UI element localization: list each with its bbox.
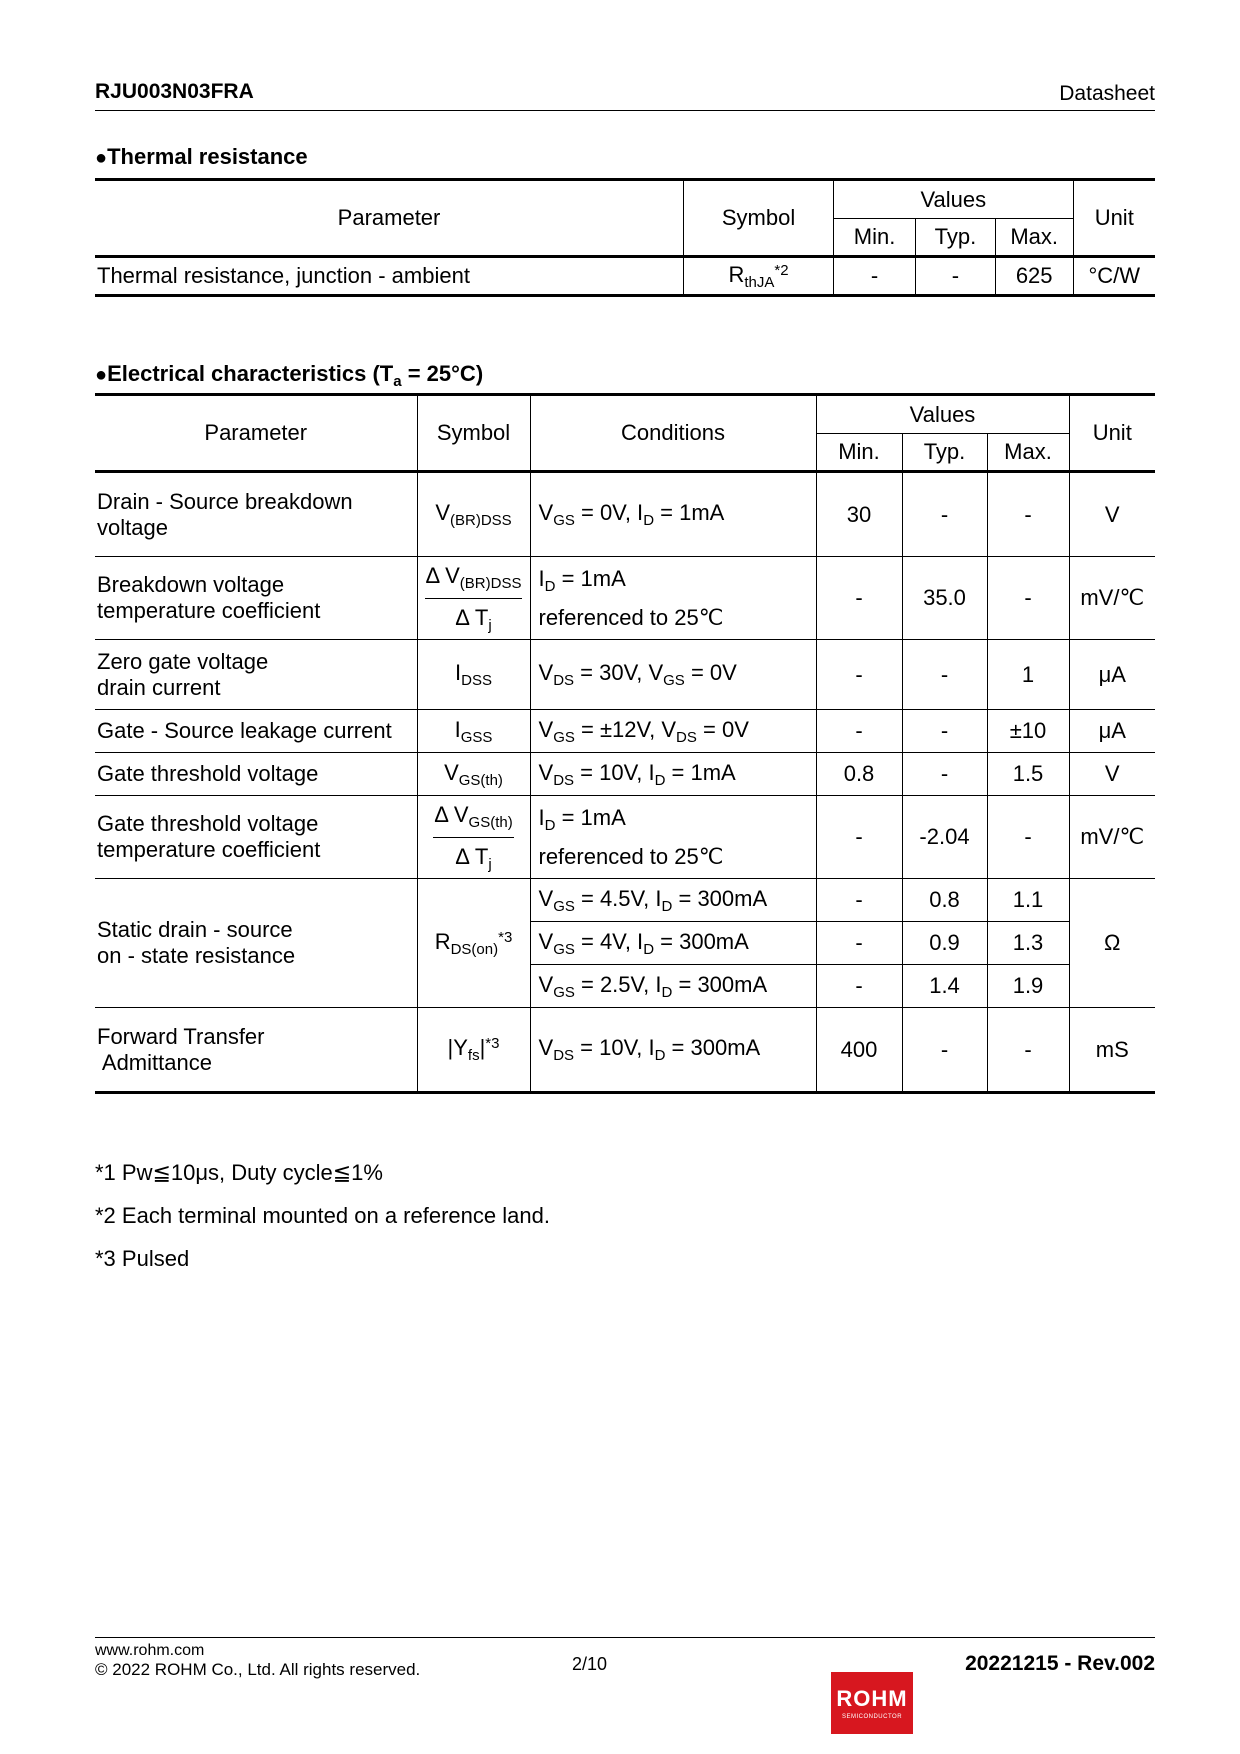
col-max: Max.: [995, 219, 1073, 257]
min-cell: -: [816, 922, 902, 965]
table-row: [95, 710, 1155, 753]
param-cell: Gate - Source leakage current: [95, 710, 417, 753]
symbol-cell: $V_{GS(th)}$: [417, 753, 530, 796]
col-max: Max.: [987, 434, 1069, 472]
part-number: RJU003N03FRA: [95, 80, 254, 103]
max-cell: 1.3: [987, 922, 1069, 965]
table-row: [95, 753, 1155, 796]
conditions-cell: $V_{GS} = 4.5V$, $I_D = 300mA$: [530, 879, 816, 922]
col-typ: Typ.: [902, 434, 987, 472]
min-cell: -: [834, 257, 916, 296]
unit-cell: Ω: [1069, 879, 1155, 1008]
footer-url[interactable]: www.rohm.com: [95, 1642, 205, 1659]
symbol-cell: $|Y_{fs}|^{*3}$: [417, 1008, 530, 1093]
col-values: Values: [816, 395, 1069, 434]
max-cell: 625: [995, 257, 1073, 296]
unit-cell: μA: [1069, 710, 1155, 753]
param-cell: Static drain - source on - state resistance: [95, 879, 417, 1008]
typ-cell: 1.4: [902, 965, 987, 1008]
max-cell: 1.5: [987, 753, 1069, 796]
col-parameter: Parameter: [95, 395, 417, 472]
thermal-table: [95, 178, 1155, 297]
col-typ: Typ.: [916, 219, 996, 257]
min-cell: -: [816, 879, 902, 922]
param-cell: Zero gate voltage drain current: [95, 640, 417, 710]
param-cell: Forward Transfer Admittance: [97, 1023, 265, 1075]
max-cell: -: [987, 472, 1069, 557]
table-row: [95, 640, 1155, 710]
col-symbol: Symbol: [684, 180, 834, 257]
conditions-cell: $V_{GS} = 0V$, $I_D = 1mA$: [530, 472, 816, 557]
conditions-cell: $I_D = 1mA$ referenced to 25℃: [530, 796, 816, 879]
max-cell: -: [987, 557, 1069, 640]
max-cell: -: [987, 1008, 1069, 1093]
conditions-cell: $V_{DS} = 30V$, $V_{GS} = 0V$: [530, 640, 816, 710]
symbol-cell: $\frac{\Delta V_{GS(th)}}{\Delta T_j}$: [417, 796, 530, 879]
table-row: [95, 257, 1155, 296]
min-cell: -: [816, 796, 902, 879]
table-row: [95, 1008, 1155, 1093]
table-row: [95, 796, 1155, 879]
revision: 20221215 - Rev.002: [965, 1652, 1155, 1675]
table-row: [95, 557, 1155, 640]
min-cell: -: [816, 965, 902, 1008]
doc-type: Datasheet: [1059, 82, 1155, 105]
unit-cell: V: [1069, 753, 1155, 796]
unit-cell: V: [1069, 472, 1155, 557]
unit-cell: μA: [1069, 640, 1155, 710]
footnote-2: *2 Each terminal mounted on a reference land.: [95, 1203, 550, 1228]
thermal-header-row: [95, 180, 1155, 219]
max-cell: -: [987, 796, 1069, 879]
min-cell: -: [816, 710, 902, 753]
typ-cell: -: [902, 472, 987, 557]
rohm-logo: ROHM SEMICONDUCTOR: [831, 1672, 913, 1734]
typ-cell: -: [916, 257, 996, 296]
footnote-3: *3 Pulsed: [95, 1246, 190, 1271]
unit-cell: mV/℃: [1069, 557, 1155, 640]
symbol-cell: $R_{DS(on)}^{*3}$: [417, 879, 530, 1008]
typ-cell: -: [902, 710, 987, 753]
typ-cell: -: [902, 1008, 987, 1093]
col-parameter: Parameter: [95, 180, 684, 257]
conditions-cell: $V_{DS} = 10V$, $I_D = 1mA$: [530, 753, 816, 796]
col-min: Min.: [816, 434, 902, 472]
footer-copyright: © 2022 ROHM Co., Ltd. All rights reserved.: [95, 1660, 421, 1679]
unit-cell: mV/℃: [1069, 796, 1155, 879]
typ-cell: -2.04: [902, 796, 987, 879]
symbol-cell: $I_{DSS}$: [417, 640, 530, 710]
electrical-section-title: ●Electrical characteristics $(T_a = 25^\circ C)$: [95, 361, 484, 390]
col-values: Values: [834, 180, 1073, 219]
col-unit: Unit: [1073, 180, 1155, 257]
param-cell: Gate threshold voltage: [95, 753, 417, 796]
symbol-cell: $R_{thJA}^{*2}$: [684, 257, 834, 296]
footnote-1: *1 Pw≦10μs, Duty cycle≦1%: [95, 1160, 383, 1185]
param-cell: Drain - Source breakdown voltage: [95, 472, 417, 557]
unit-cell: mS: [1069, 1008, 1155, 1093]
footnotes: [95, 1160, 550, 1289]
param-cell: Thermal resistance, junction - ambient: [97, 263, 470, 288]
bullet-icon: ●: [95, 147, 108, 169]
electrical-header-row: [95, 395, 1155, 434]
conditions-cell: $I_D = 1mA$ referenced to 25℃: [530, 557, 816, 640]
symbol-cell: $\frac{\Delta V_{(BR)DSS}}{\Delta T_j}$: [417, 557, 530, 640]
min-cell: -: [816, 557, 902, 640]
symbol-cell: $V_{(BR)DSS}$: [417, 472, 530, 557]
typ-cell: -: [902, 640, 987, 710]
col-symbol: Symbol: [417, 395, 530, 472]
symbol-cell: $I_{GSS}$: [417, 710, 530, 753]
max-cell: 1.9: [987, 965, 1069, 1008]
col-conditions: Conditions: [530, 395, 816, 472]
page-number: 2/10: [572, 1654, 608, 1674]
max-cell: ±10: [987, 710, 1069, 753]
bullet-icon: ●: [95, 364, 108, 386]
max-cell: 1.1: [987, 879, 1069, 922]
min-cell: -: [816, 640, 902, 710]
page-footer: [95, 1637, 1155, 1679]
table-row: [95, 879, 1155, 922]
typ-cell: 0.8: [902, 879, 987, 922]
param-cell: Breakdown voltage temperature coefficient: [95, 557, 417, 640]
col-unit: Unit: [1069, 395, 1155, 472]
col-min: Min.: [834, 219, 916, 257]
param-cell: Gate threshold voltage temperature coefficient: [95, 796, 417, 879]
min-cell: 400: [816, 1008, 902, 1093]
conditions-cell: $V_{DS} = 10V$, $I_D = 300mA$: [530, 1008, 816, 1093]
page-header: [95, 80, 1155, 111]
typ-cell: -: [902, 753, 987, 796]
min-cell: 30: [816, 472, 902, 557]
conditions-cell: $V_{GS} = 4V$, $I_D = 300mA$: [530, 922, 816, 965]
typ-cell: 35.0: [902, 557, 987, 640]
thermal-section-title: ●Thermal resistance: [95, 144, 308, 169]
typ-cell: 0.9: [902, 922, 987, 965]
min-cell: 0.8: [816, 753, 902, 796]
unit-cell: °C/W: [1073, 257, 1155, 296]
max-cell: 1: [987, 640, 1069, 710]
electrical-table: [95, 393, 1155, 1094]
table-row: [95, 472, 1155, 557]
conditions-cell: $V_{GS} = \pm 12V$, $V_{DS} = 0V$: [530, 710, 816, 753]
conditions-cell: $V_{GS} = 2.5V$, $I_D = 300mA$: [530, 965, 816, 1008]
